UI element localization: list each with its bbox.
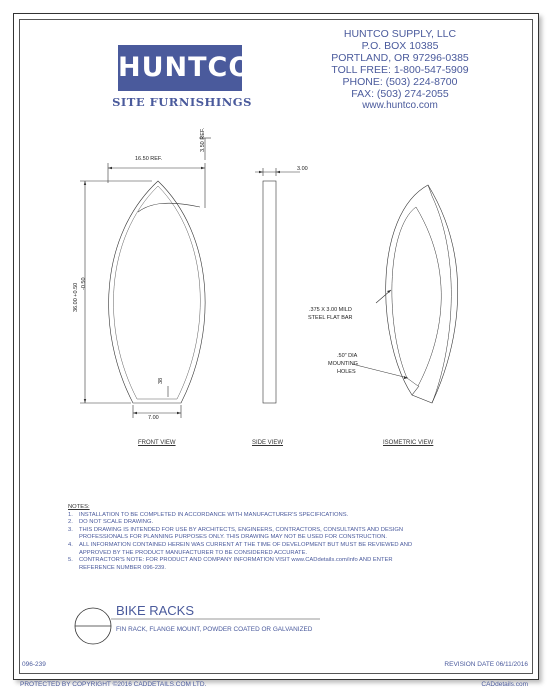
isometric-view-label: ISOMETRIC VIEW [383,440,434,446]
revision-date: REVISION DATE 06/11/2016 [444,661,528,668]
dim-base-width: 7.00 [148,415,159,421]
huntco-logo-tagline: SITE FURNISHINGS [112,95,252,109]
company-address2: PORTLAND, OR 97296-0385 [331,52,469,64]
callout-flat-bar-1: .375 X 3.00 MILD [309,307,352,313]
note-line: 5. CONTRACTOR'S NOTE: FOR PRODUCT AND COMPANY INFORMATION VISIT www.CADdetails.com/info AND ENTER [68,557,393,564]
dim-height-2: -0.50 [81,277,87,290]
notes-header: NOTES: [68,504,90,510]
dim-width-ref: 16.50 REF. [135,156,163,162]
isometric-inner [392,207,441,386]
company-address1: P.O. BOX 10385 [361,40,439,52]
note-line: REFERENCE NUMBER 096-239. [79,564,166,571]
callout-holes-1: .50" DIA [337,353,358,359]
note-line: 4. ALL INFORMATION CONTAINED HEREIN WAS CURRENT AT THE TIME OF DEVELOPMENT BUT MUST BE REVIEWED AND [68,541,413,548]
notes-block [68,504,468,572]
dim-top-ref: 3.50 REF. [200,127,206,152]
title-main: BIKE RACKS [116,603,195,618]
company-tollfree: TOLL FREE: 1-800-547-5909 [331,64,469,76]
dim-flange: 38 [158,377,164,384]
caddetails-link[interactable]: CADdetails.com [481,681,528,688]
copyright: PROTECTED BY COPYRIGHT ©2016 CADDETAILS.COM LTD. [20,681,207,688]
note-line: 1. INSTALLATION TO BE COMPLETED IN ACCORDANCE WITH MANUFACTURER'S SPECIFICATIONS. [68,511,349,518]
callout-flat-bar-2: STEEL FLAT BAR [308,315,353,321]
note-line: PROFESSIONALS FOR PLANNING PURPOSES ONLY. THIS DRAWING MAY NOT BE USED FOR CONSTRUCTION. [79,534,388,541]
huntco-logo-text: HUNTCO [118,52,253,83]
callout-holes-3: HOLES [337,369,356,375]
reference-number: 096-239 [22,661,46,668]
side-view-label: SIDE VIEW [252,440,284,446]
note-line: APPROVED BY THE PRODUCT MANUFACTURER TO BE CONSIDERED ACCURATE. [79,549,308,556]
company-phone: PHONE: (503) 224-8700 [342,76,458,88]
title-sub: FIN RACK, FLANGE MOUNT, POWDER COATED OR GALVANIZED [116,626,313,633]
company-fax: FAX: (503) 274-2055 [351,88,449,100]
company-website[interactable]: www.huntco.com [362,100,438,111]
front-view-label: FRONT VIEW [138,440,176,446]
dim-height-1: 36.00 +0.50 [73,282,79,312]
note-line: 3. THIS DRAWING IS INTENDED FOR USE BY ARCHITECTS, ENGINEERS, CONTRACTORS, CONSULTANTS AND DESIGN [68,526,404,533]
dim-thickness: 3.00 [297,166,308,172]
side-view-bar [263,181,276,403]
front-view-top-curve [138,203,200,212]
isometric-outer [386,185,458,403]
note-line: 2. DO NOT SCALE DRAWING. [68,519,154,526]
callout-holes-2: MOUNTING [328,361,358,367]
company-name: HUNTCO SUPPLY, LLC [343,28,457,40]
front-view-outline-outer [109,181,205,403]
front-view-outline-inner [113,186,200,399]
